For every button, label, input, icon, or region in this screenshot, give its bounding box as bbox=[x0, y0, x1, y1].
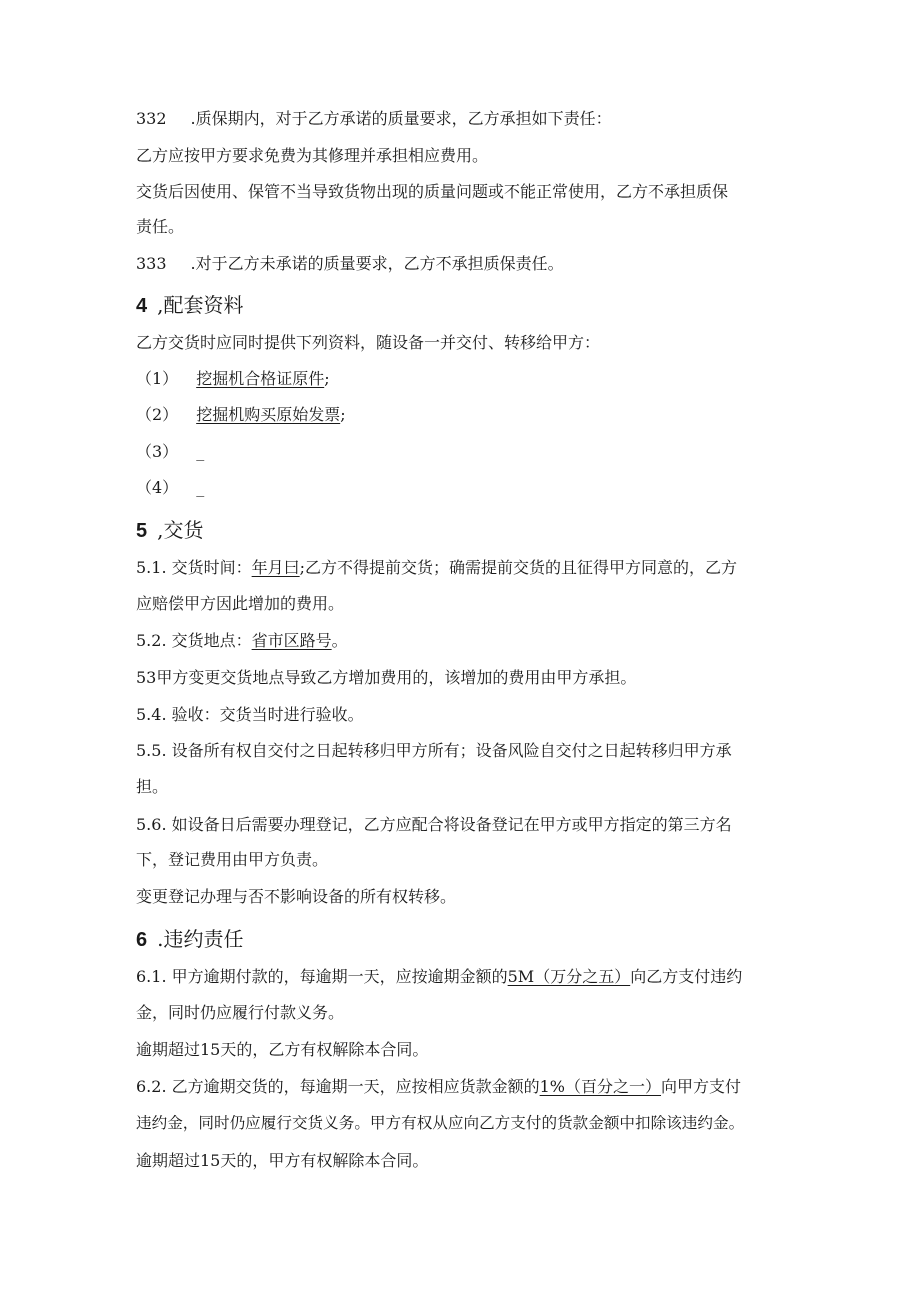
list-value: 挖掘机合格证原件 bbox=[196, 369, 325, 388]
list-label: （4） bbox=[136, 478, 179, 497]
paragraph: 金，同时仍应履行付款义务。 bbox=[136, 1003, 345, 1022]
paragraph: 乙方交货时应同时提供下列资料，随设备一并交付、转移给甲方： bbox=[136, 333, 601, 352]
clause-5-3: 53甲方变更交货地点导致乙方增加费用的，该增加的费用由甲方承担。 bbox=[136, 668, 637, 687]
clause-332 bbox=[136, 109, 786, 129]
clause-text: .质保期内，对于乙方承诺的质量要求，乙方承担如下责任： bbox=[190, 109, 612, 128]
clause-5-5: 5.5. 设备所有权自交付之日起转移归甲方所有；设备风险自交付之日起转移归甲方承 bbox=[136, 741, 732, 760]
list-label: （3） bbox=[136, 442, 179, 461]
clause-333 bbox=[136, 254, 786, 274]
late-payment-rate: 5M（万分之五） bbox=[507, 967, 631, 986]
list-value: _ bbox=[196, 442, 205, 461]
delivery-place: 省市区路号 bbox=[251, 631, 332, 650]
clause-5-1: 5.1. 交货时间：年月曰;乙方不得提前交货；确需提前交货的且征得甲方同意的，乙方 bbox=[136, 558, 738, 577]
section-title: .违约责任 bbox=[157, 927, 244, 951]
list-label: （1） bbox=[136, 369, 179, 388]
section-title: ,交货 bbox=[157, 518, 204, 542]
clause-6-1: 6.1. 甲方逾期付款的，每逾期一天，应按逾期金额的5M（万分之五）向乙方支付违约 bbox=[136, 967, 743, 986]
list-item bbox=[136, 478, 786, 498]
list-item bbox=[136, 442, 786, 462]
clause-number: 333 bbox=[136, 254, 167, 273]
paragraph: 逾期超过15天的，乙方有权解除本合同。 bbox=[136, 1040, 429, 1059]
clause-text: .对于乙方未承诺的质量要求，乙方不承担质保责任。 bbox=[190, 254, 564, 273]
paragraph: 交货后因使用、保管不当导致货物出现的质量问题或不能正常使用，乙方不承担质保 bbox=[136, 182, 729, 201]
section-heading-4 bbox=[136, 293, 243, 318]
clause-5-6: 5.6. 如设备日后需要办理登记，乙方应配合将设备登记在甲方或甲方指定的第三方名 bbox=[136, 815, 732, 834]
delivery-date: 年月曰 bbox=[251, 558, 300, 577]
late-delivery-rate: 1%（百分之一） bbox=[539, 1077, 662, 1096]
section-heading-6 bbox=[136, 927, 243, 952]
paragraph: 变更登记办理与否不影响设备的所有权转移。 bbox=[136, 887, 457, 906]
clause-6-2: 6.2. 乙方逾期交货的，每逾期一天，应按相应货款金额的1%（百分之一）向甲方支付 bbox=[136, 1077, 742, 1096]
list-value: _ bbox=[196, 478, 205, 497]
list-label: （2） bbox=[136, 405, 179, 424]
list-item: （1） 挖掘机合格证原件; bbox=[136, 369, 330, 388]
paragraph: 违约金，同时仍应履行交货义务。甲方有权从应向乙方支付的货款金额中扣除该违约金。 bbox=[136, 1114, 745, 1132]
section-number: 6 bbox=[136, 929, 148, 951]
clause-5-2: 5.2. 交货地点：省市区路号。 bbox=[136, 631, 348, 650]
section-heading-5 bbox=[136, 518, 203, 543]
section-number: 4 bbox=[136, 295, 148, 317]
paragraph: 乙方应按甲方要求免费为其修理并承担相应费用。 bbox=[136, 146, 489, 165]
list-value: 挖掘机购买原始发票 bbox=[196, 405, 341, 424]
paragraph: 担。 bbox=[136, 777, 169, 796]
paragraph: 责任。 bbox=[136, 217, 185, 236]
section-title: ,配套资料 bbox=[157, 293, 244, 317]
list-item: （2） 挖掘机购买原始发票; bbox=[136, 405, 346, 424]
paragraph: 应赔偿甲方因此增加的费用。 bbox=[136, 594, 345, 613]
clause-number: 332 bbox=[136, 109, 167, 128]
paragraph: 逾期超过15天的，甲方有权解除本合同。 bbox=[136, 1151, 429, 1170]
paragraph: 下，登记费用由甲方负责。 bbox=[136, 850, 329, 869]
section-number: 5 bbox=[136, 520, 148, 542]
clause-5-4: 5.4. 验收：交货当时进行验收。 bbox=[136, 705, 364, 724]
